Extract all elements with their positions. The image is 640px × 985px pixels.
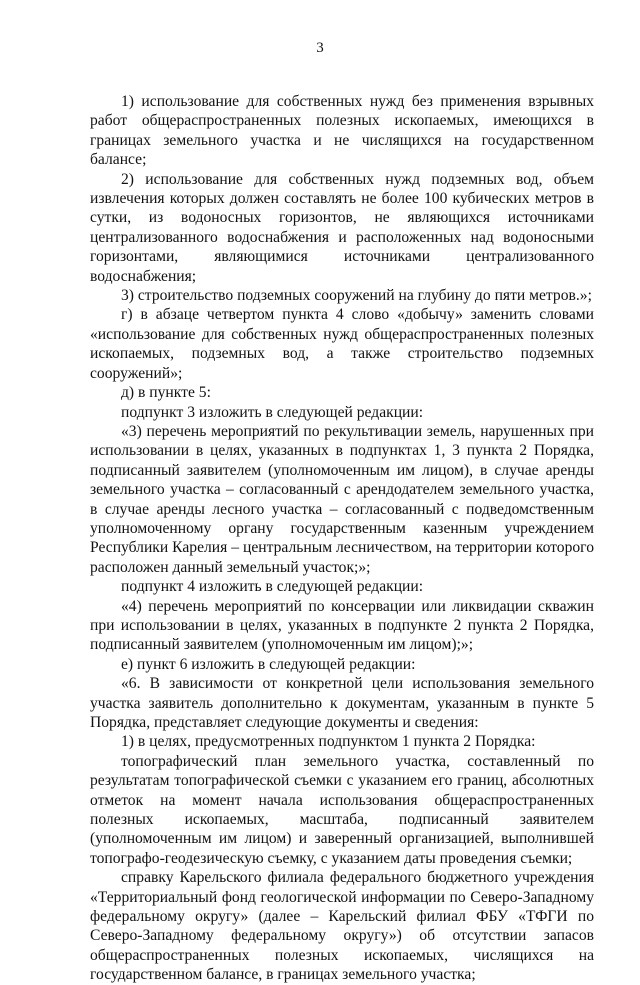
paragraph-1: 1) использование для собственных нужд без применения взрывных работ общераспространенных полезных ископаемых, имеющихся в границах земельного участка и не числящихся на государственном балансе; xyxy=(90,93,594,169)
paragraph-10: е) пункт 6 изложить в следующей редакции: xyxy=(121,655,416,673)
paragraph-13: топографический план земельного участка, составленный по результатам топографической съемки с указанием его границ, абсолютных отметок на момент начала использования общераспространенных полезных ископаемых, масштаба, подписанный заявителем (уполномоченным им лицом) и заверенный организацией, выполнившей топографо-геодезическую съемку, с указанием даты проведения съемки; xyxy=(90,752,594,867)
paragraph-2: 2) использование для собственных нужд подземных вод, объем извлечения которых должен составлять не более 100 кубических метров в сутки, из водоносных горизонтов, не являющихся источниками централизованного водоснабжения и расположенных над водоносными горизонтами, являющимися источниками централизованного водоснабжения; xyxy=(90,170,594,285)
paragraph-8: подпункт 4 изложить в следующей редакции: xyxy=(121,578,424,596)
paragraph-14: справку Карельского филиала федерального бюджетного учреждения «Территориальный фонд геологической информации по Северо-Западному федеральному округу» (далее – Карельский филиал ФБУ «ТФГИ по Северо-Западному федеральному округу») об отсутствии запасов общераспространенных полезных ископаемых, числящихся на государственном балансе, в границах земельного участка; xyxy=(90,869,594,984)
page-number: 3 xyxy=(316,40,324,56)
paragraph-3: 3) строительство подземных сооружений на глубину до пяти метров.»; xyxy=(121,287,592,305)
document-body xyxy=(90,92,594,985)
paragraph-12: 1) в целях, предусмотренных подпунктом 1 пункта 2 Порядка: xyxy=(121,733,536,751)
paragraph-7: «3) перечень мероприятий по рекультивации земель, нарушенных при использовании в целях, указанных в подпунктах 1, 3 пункта 2 Порядка, подписанный заявителем (уполномоченным им лицом), в случае аренды земельного участка – согласованный с арендодателем земельного участка, в случае аренды лесного участка – согласованный с подведомственным уполномоченному органу государственным казенным учреждением Республики Карелия – центральным лесничеством, на территории которого расположен данный земельный участок;»; xyxy=(90,422,594,576)
paragraph-6: подпункт 3 изложить в следующей редакции: xyxy=(121,403,424,421)
paragraph-9: «4) перечень мероприятий по консервации или ликвидации скважин при использовании в целях, указанных в подпункте 2 пункта 2 Порядка, подписанный заявителем (уполномоченным им лицом);»; xyxy=(90,597,594,654)
paragraph-11: «6. В зависимости от конкретной цели использования земельного участка заявитель дополнительно к документам, указанным в пункте 5 Порядка, представляет следующие документы и сведения: xyxy=(90,675,594,731)
paragraph-5: д) в пункте 5: xyxy=(121,384,211,402)
paragraph-4: г) в абзаце четвертом пункта 4 слово «добычу» заменить словами «использование для собственных нужд общераспространенных полезных ископаемых, подземных вод, а также строительство подземных сооружений»; xyxy=(90,306,594,382)
